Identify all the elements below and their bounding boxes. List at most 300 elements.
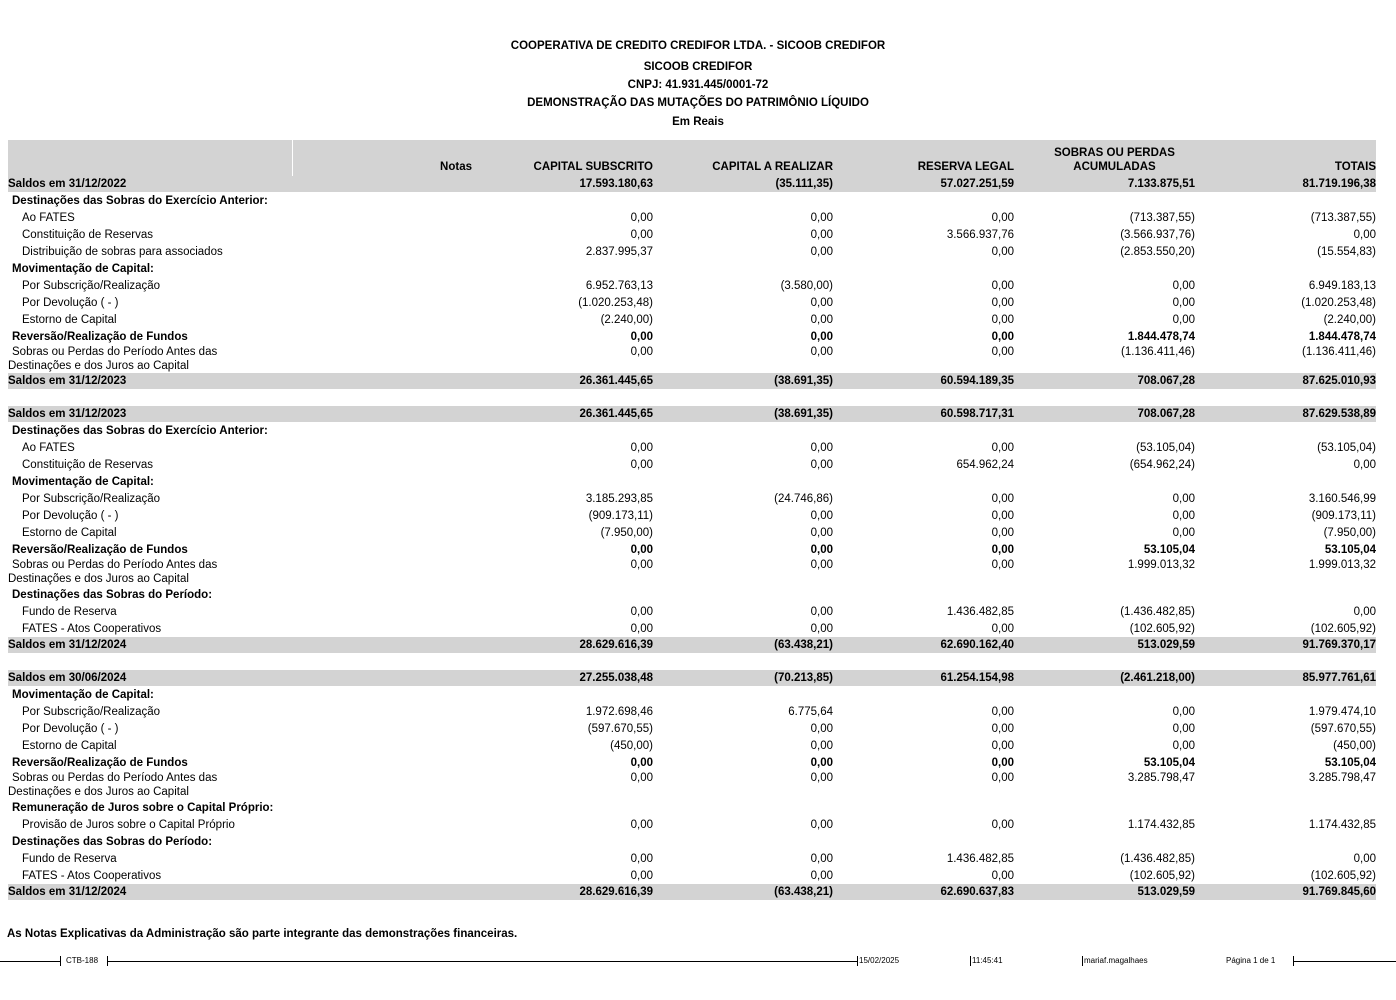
cell-capital-a-realizar: 0,00: [810, 313, 833, 326]
cell-sobras-perdas: [1014, 422, 1195, 439]
cell-notes: [292, 422, 472, 439]
cell-sobras-perdas: (102.605,92): [1129, 622, 1195, 635]
cell-capital-subscrito: 0,00: [630, 543, 653, 556]
cell-sobras-perdas: 0,00: [1172, 296, 1195, 309]
cell-sobras-perdas: [1014, 833, 1195, 850]
header-reserva-legal: RESERVA LEGAL: [833, 140, 1014, 176]
cell-capital-a-realizar: 0,00: [810, 458, 833, 471]
cell-capital-a-realizar: 0,00: [810, 739, 833, 752]
cell-capital-a-realizar: 0,00: [810, 605, 833, 618]
cell-reserva-legal: 0,00: [991, 313, 1014, 326]
section-row: [8, 260, 1376, 277]
cell-reserva-legal: [833, 422, 1014, 439]
cell-capital-a-realizar: 0,00: [810, 526, 833, 539]
row-label-line2: Destinações e dos Juros ao Capital: [8, 786, 189, 798]
cell-notes: [292, 737, 472, 754]
cell-totais: [1195, 686, 1376, 703]
cell-sobras-perdas: [1014, 260, 1195, 277]
row-label: Destinações das Sobras do Período:: [12, 835, 213, 848]
cell-reserva-legal: 0,00: [991, 211, 1014, 224]
cell-capital-subscrito: (7.950,00): [600, 526, 653, 539]
table-row: [8, 720, 1376, 737]
cell-sobras-perdas: 0,00: [1172, 279, 1195, 292]
cell-sobras-perdas: [1014, 473, 1195, 490]
cell-sobras-perdas: 0,00: [1172, 705, 1195, 718]
cell-capital-a-realizar: 0,00: [810, 852, 833, 865]
cell-totais: 1.174.432,85: [1308, 818, 1376, 831]
cell-sobras-perdas: [1014, 586, 1195, 603]
cell-notes: [292, 558, 472, 586]
cell-capital-subscrito: [472, 833, 653, 850]
cell-capital-subscrito: 0,00: [630, 756, 653, 769]
cell-totais: (450,00): [1333, 739, 1376, 752]
section-row: [8, 833, 1376, 850]
table-row: [8, 328, 1376, 345]
row-label: Destinações das Sobras do Período:: [12, 588, 213, 601]
table-row: [8, 456, 1376, 473]
cell-totais: 1.844.478,74: [1308, 330, 1376, 343]
cell-sobras-perdas: 53.105,04: [1143, 543, 1195, 556]
cell-totais: (7.950,00): [1323, 526, 1376, 539]
footer-tick: [1082, 956, 1083, 966]
cell-capital-subscrito: 0,00: [630, 330, 653, 343]
cell-totais: [1195, 833, 1376, 850]
cell-sobras-perdas: 7.133.875,51: [1014, 176, 1195, 192]
footer-tick: [60, 956, 61, 966]
cell-notes: [292, 754, 472, 771]
table-row: [8, 294, 1376, 311]
cell-reserva-legal: 0,00: [991, 559, 1014, 571]
cell-totais: (597.670,55): [1310, 722, 1376, 735]
cell-capital-subscrito: [472, 686, 653, 703]
cell-capital-subscrito: 0,00: [630, 869, 653, 882]
cell-capital-a-realizar: (63.438,21): [653, 637, 833, 653]
cell-capital-subscrito: (2.240,00): [600, 313, 653, 326]
cell-capital-a-realizar: 0,00: [810, 772, 833, 784]
footer-page: Página 1 de 1: [1226, 956, 1276, 965]
cell-capital-subscrito: 0,00: [630, 441, 653, 454]
row-label: Estorno de Capital: [22, 526, 117, 539]
cell-capital-subscrito: 0,00: [630, 228, 653, 241]
header-label-spacer: [8, 140, 292, 176]
cell-notes: [292, 311, 472, 328]
row-label-line2: Destinações e dos Juros ao Capital: [8, 360, 189, 372]
cell-capital-a-realizar: 0,00: [810, 228, 833, 241]
currency-note: Em Reais: [672, 116, 724, 128]
cell-sobras-perdas: [1014, 192, 1195, 209]
block-spacer: [8, 653, 1376, 670]
cell-notes: [292, 771, 472, 799]
row-label: Reversão/Realização de Fundos: [12, 756, 188, 769]
cell-reserva-legal: 60.594.189,35: [833, 373, 1014, 389]
cell-reserva-legal: 0,00: [991, 722, 1014, 735]
cell-capital-subscrito: [472, 422, 653, 439]
table-row: [8, 541, 1376, 558]
cell-capital-subscrito: [472, 586, 653, 603]
cell-totais: 53.105,04: [1324, 543, 1376, 556]
cell-capital-subscrito: 26.361.445,65: [472, 406, 653, 422]
cell-capital-subscrito: 28.629.616,39: [472, 884, 653, 900]
table-row: [8, 754, 1376, 771]
cell-capital-a-realizar: (3.580,00): [780, 279, 833, 292]
cell-capital-a-realizar: 0,00: [810, 296, 833, 309]
cell-notes: [292, 176, 472, 192]
cell-reserva-legal: 1.436.482,85: [946, 605, 1014, 618]
row-label: Saldos em 31/12/2022: [8, 176, 292, 192]
cell-totais: 85.977.761,61: [1195, 670, 1376, 686]
cell-notes: [292, 277, 472, 294]
cell-reserva-legal: [833, 833, 1014, 850]
row-label: Ao FATES: [22, 441, 75, 454]
cell-notes: [292, 507, 472, 524]
cell-capital-subscrito: 1.972.698,46: [585, 705, 653, 718]
cell-reserva-legal: 57.027.251,59: [833, 176, 1014, 192]
row-label-line1: Sobras ou Perdas do Período Antes das: [12, 559, 218, 571]
table-row: [8, 277, 1376, 294]
table-row: [8, 867, 1376, 884]
cell-capital-subscrito: [472, 192, 653, 209]
row-label: Saldos em 31/12/2023: [8, 373, 292, 389]
cell-totais: 91.769.845,60: [1195, 884, 1376, 900]
footer-rule: [107, 961, 857, 962]
cell-capital-subscrito: [472, 260, 653, 277]
table-row: [8, 439, 1376, 456]
cell-capital-a-realizar: 0,00: [810, 543, 833, 556]
cell-capital-subscrito: 0,00: [630, 852, 653, 865]
cell-totais: (53.105,04): [1317, 441, 1376, 454]
row-label: Por Subscrição/Realização: [22, 705, 161, 718]
footer-user: mariaf.magalhaes: [1084, 956, 1148, 965]
row-label: Fundo de Reserva: [22, 605, 117, 618]
row-label: Movimentação de Capital:: [12, 688, 154, 701]
cell-sobras-perdas: 0,00: [1172, 526, 1195, 539]
row-label: Por Devolução ( - ): [22, 296, 119, 309]
statement-title: DEMONSTRAÇÃO DAS MUTAÇÕES DO PATRIMÔNIO LÍQUIDO: [527, 97, 869, 109]
table-row: [8, 226, 1376, 243]
cell-notes: [292, 720, 472, 737]
cell-reserva-legal: 60.598.717,31: [833, 406, 1014, 422]
cell-totais: (102.605,92): [1310, 622, 1376, 635]
section-row: [8, 586, 1376, 603]
cell-sobras-perdas: 1.999.013,32: [1127, 559, 1195, 571]
cell-reserva-legal: 0,00: [991, 279, 1014, 292]
cell-capital-a-realizar: [653, 686, 833, 703]
section-row: [8, 799, 1376, 816]
table-body: [8, 176, 1376, 900]
cell-notes: [292, 373, 472, 389]
cell-totais: [1195, 422, 1376, 439]
row-label: Por Subscrição/Realização: [22, 492, 161, 505]
cell-notes: [292, 439, 472, 456]
cell-sobras-perdas: [1014, 799, 1195, 816]
footer-rule: [1293, 961, 1396, 962]
cell-capital-a-realizar: 0,00: [810, 622, 833, 635]
block-spacer-cell: [8, 653, 1376, 670]
cell-notes: [292, 226, 472, 243]
row-label: Estorno de Capital: [22, 739, 117, 752]
header-capital-a-realizar: CAPITAL A REALIZAR: [653, 140, 833, 176]
cell-capital-a-realizar: 0,00: [810, 441, 833, 454]
cell-capital-a-realizar: [653, 260, 833, 277]
row-label: Por Devolução ( - ): [22, 509, 119, 522]
row-label: Remuneração de Juros sobre o Capital Próprio:: [12, 801, 274, 814]
cell-capital-subscrito: 6.952.763,13: [585, 279, 653, 292]
cell-sobras-perdas: (713.387,55): [1129, 211, 1195, 224]
cell-capital-a-realizar: [653, 422, 833, 439]
table-row: [8, 558, 1376, 586]
cell-sobras-perdas: (1.436.482,85): [1120, 605, 1195, 618]
cell-capital-subscrito: 27.255.038,48: [472, 670, 653, 686]
cell-capital-a-realizar: 0,00: [810, 245, 833, 258]
cell-notes: [292, 833, 472, 850]
cell-capital-a-realizar: [653, 799, 833, 816]
cell-capital-subscrito: 0,00: [630, 818, 653, 831]
balance-row: [8, 637, 1376, 653]
cell-totais: [1195, 473, 1376, 490]
company-short-name: SICOOB CREDIFOR: [643, 61, 753, 73]
row-label: Ao FATES: [22, 211, 75, 224]
cell-notes: [292, 456, 472, 473]
row-label: Estorno de Capital: [22, 313, 117, 326]
footer-tick: [970, 956, 971, 966]
balance-row: [8, 670, 1376, 686]
cell-totais: 0,00: [1353, 228, 1376, 241]
row-label: Movimentação de Capital:: [12, 262, 154, 275]
row-label: [8, 771, 292, 799]
cell-capital-a-realizar: 6.775,64: [788, 705, 833, 718]
balance-row: [8, 406, 1376, 422]
cell-sobras-perdas: 1.174.432,85: [1127, 818, 1195, 831]
cell-sobras-perdas: [1014, 686, 1195, 703]
cell-sobras-perdas: (1.436.482,85): [1120, 852, 1195, 865]
balance-row: [8, 884, 1376, 900]
cell-reserva-legal: 62.690.637,83: [833, 884, 1014, 900]
table-row: [8, 311, 1376, 328]
cell-capital-subscrito: 0,00: [630, 458, 653, 471]
cell-capital-subscrito: 0,00: [630, 605, 653, 618]
cell-totais: 0,00: [1353, 458, 1376, 471]
cell-reserva-legal: 1.436.482,85: [946, 852, 1014, 865]
row-label: Saldos em 30/06/2024: [8, 670, 292, 686]
cell-notes: [292, 703, 472, 720]
row-label: FATES - Atos Cooperativos: [22, 622, 162, 635]
table-row: [8, 816, 1376, 833]
cell-notes: [292, 850, 472, 867]
cell-sobras-perdas: (2.853.550,20): [1120, 245, 1195, 258]
cell-sobras-perdas: 0,00: [1172, 313, 1195, 326]
cell-reserva-legal: [833, 586, 1014, 603]
balance-row: [8, 176, 1376, 192]
cell-sobras-perdas: (3.566.937,76): [1120, 228, 1195, 241]
cell-reserva-legal: [833, 799, 1014, 816]
header-notes: Notas: [292, 140, 472, 176]
row-label: Saldos em 31/12/2023: [8, 406, 292, 422]
cell-capital-a-realizar: 0,00: [810, 756, 833, 769]
row-label: Por Subscrição/Realização: [22, 279, 161, 292]
cell-totais: (713.387,55): [1310, 211, 1376, 224]
header-capital-subscrito: CAPITAL SUBSCRITO: [472, 140, 653, 176]
cell-reserva-legal: 62.690.162,40: [833, 637, 1014, 653]
cell-notes: [292, 867, 472, 884]
cell-capital-a-realizar: (24.746,86): [774, 492, 833, 505]
cell-reserva-legal: 0,00: [991, 818, 1014, 831]
row-label: Destinações das Sobras do Exercício Anterior:: [12, 194, 268, 207]
cell-capital-a-realizar: 0,00: [810, 346, 833, 358]
cell-reserva-legal: [833, 686, 1014, 703]
cell-reserva-legal: 654.962,24: [956, 458, 1014, 471]
cell-notes: [292, 192, 472, 209]
cell-sobras-perdas: 0,00: [1172, 492, 1195, 505]
table-header-row: [8, 140, 1376, 176]
cell-reserva-legal: 0,00: [991, 492, 1014, 505]
cell-notes: [292, 586, 472, 603]
cell-notes: [292, 541, 472, 558]
section-row: [8, 192, 1376, 209]
row-label: [8, 558, 292, 586]
cell-capital-a-realizar: 0,00: [810, 818, 833, 831]
footer-tick: [857, 956, 858, 966]
cell-capital-subscrito: 17.593.180,63: [472, 176, 653, 192]
cell-capital-a-realizar: [653, 192, 833, 209]
row-label: Reversão/Realização de Fundos: [12, 330, 188, 343]
cell-capital-subscrito: [472, 799, 653, 816]
report-footer: [0, 954, 1396, 968]
cell-capital-a-realizar: 0,00: [810, 559, 833, 571]
cell-notes: [292, 473, 472, 490]
cell-totais: (15.554,83): [1317, 245, 1376, 258]
cell-capital-a-realizar: 0,00: [810, 722, 833, 735]
cell-capital-a-realizar: (35.111,35): [653, 176, 833, 192]
table-row: [8, 524, 1376, 541]
row-label: Fundo de Reserva: [22, 852, 117, 865]
footer-report-code: CTB-188: [66, 956, 99, 965]
header-sobras-perdas: [1014, 140, 1195, 176]
cell-totais: (102.605,92): [1310, 869, 1376, 882]
cell-totais: 6.949.183,13: [1308, 279, 1376, 292]
company-name: COOPERATIVA DE CREDITO CREDIFOR LTDA. - SICOOB CREDIFOR: [510, 40, 886, 52]
cell-totais: 53.105,04: [1324, 756, 1376, 769]
cell-notes: [292, 209, 472, 226]
cell-totais: (909.173,11): [1311, 509, 1376, 522]
cell-sobras-perdas: (53.105,04): [1136, 441, 1195, 454]
cell-reserva-legal: 0,00: [991, 739, 1014, 752]
cell-notes: [292, 686, 472, 703]
balance-row: [8, 373, 1376, 389]
cell-capital-a-realizar: (38.691,35): [653, 406, 833, 422]
cell-sobras-perdas: 513.029,59: [1014, 884, 1195, 900]
section-row: [8, 686, 1376, 703]
cell-totais: (2.240,00): [1323, 313, 1376, 326]
header-totais: TOTAIS: [1195, 140, 1376, 176]
cell-reserva-legal: 0,00: [991, 543, 1014, 556]
cell-capital-subscrito: 0,00: [630, 346, 653, 358]
cell-capital-a-realizar: 0,00: [810, 211, 833, 224]
company-cnpj: CNPJ: 41.931.445/0001-72: [627, 79, 769, 91]
section-row: [8, 422, 1376, 439]
cell-notes: [292, 243, 472, 260]
row-label-line1: Sobras ou Perdas do Período Antes das: [12, 346, 218, 358]
cell-sobras-perdas: 708.067,28: [1014, 406, 1195, 422]
row-label: Destinações das Sobras do Exercício Anterior:: [12, 424, 268, 437]
cell-capital-subscrito: 3.185.293,85: [585, 492, 653, 505]
table-row: [8, 703, 1376, 720]
footer-date: 15/02/2025: [859, 956, 900, 965]
cell-totais: 1.979.474,10: [1308, 705, 1376, 718]
cell-reserva-legal: 0,00: [991, 705, 1014, 718]
row-label-line1: Sobras ou Perdas do Período Antes das: [12, 772, 218, 784]
cell-notes: [292, 799, 472, 816]
cell-capital-a-realizar: 0,00: [810, 509, 833, 522]
row-label: [8, 345, 292, 373]
section-row: [8, 473, 1376, 490]
row-label: Movimentação de Capital:: [12, 475, 154, 488]
cell-totais: 87.629.538,89: [1195, 406, 1376, 422]
cell-capital-subscrito: 26.361.445,65: [472, 373, 653, 389]
row-label: Saldos em 31/12/2024: [8, 637, 292, 653]
cell-reserva-legal: 0,00: [991, 756, 1014, 769]
cell-notes: [292, 260, 472, 277]
cell-capital-a-realizar: [653, 586, 833, 603]
cell-capital-subscrito: [472, 473, 653, 490]
cell-reserva-legal: [833, 192, 1014, 209]
table-row: [8, 620, 1376, 637]
cell-totais: 0,00: [1353, 605, 1376, 618]
row-label: Reversão/Realização de Fundos: [12, 543, 188, 556]
block-spacer: [8, 389, 1376, 406]
cell-sobras-perdas: 0,00: [1172, 722, 1195, 735]
table-row: [8, 209, 1376, 226]
cell-notes: [292, 490, 472, 507]
cell-totais: [1195, 799, 1376, 816]
cell-reserva-legal: [833, 473, 1014, 490]
cell-sobras-perdas: 1.844.478,74: [1127, 330, 1195, 343]
cell-reserva-legal: 0,00: [991, 869, 1014, 882]
cell-reserva-legal: 0,00: [991, 441, 1014, 454]
cell-sobras-perdas: 708.067,28: [1014, 373, 1195, 389]
cell-totais: [1195, 586, 1376, 603]
block-spacer-cell: [8, 389, 1376, 406]
cell-reserva-legal: [833, 260, 1014, 277]
cell-capital-subscrito: 0,00: [630, 772, 653, 784]
header-sobras-line1: SOBRAS OU PERDAS: [1054, 147, 1175, 159]
cell-totais: (1.020.253,48): [1301, 296, 1376, 309]
row-label: Por Devolução ( - ): [22, 722, 119, 735]
cell-capital-subscrito: 2.837.995,37: [585, 245, 653, 258]
cell-notes: [292, 620, 472, 637]
cell-notes: [292, 328, 472, 345]
cell-capital-subscrito: (1.020.253,48): [578, 296, 653, 309]
cell-totais: 91.769.370,17: [1195, 637, 1376, 653]
cell-sobras-perdas: (2.461.218,00): [1014, 670, 1195, 686]
cell-capital-subscrito: (597.670,55): [587, 722, 653, 735]
cell-notes: [292, 603, 472, 620]
cell-capital-a-realizar: 0,00: [810, 330, 833, 343]
header-sobras-line2: ACUMULADAS: [1073, 161, 1156, 173]
cell-capital-subscrito: 0,00: [630, 211, 653, 224]
cell-sobras-perdas: (654.962,24): [1129, 458, 1195, 471]
table-row: [8, 345, 1376, 373]
cell-reserva-legal: 0,00: [991, 330, 1014, 343]
row-label: Saldos em 31/12/2024: [8, 884, 292, 900]
cell-capital-a-realizar: (63.438,21): [653, 884, 833, 900]
cell-sobras-perdas: 3.285.798,47: [1127, 772, 1195, 784]
cell-sobras-perdas: (1.136.411,46): [1121, 346, 1195, 358]
cell-notes: [292, 637, 472, 653]
cell-notes: [292, 294, 472, 311]
cell-totais: [1195, 260, 1376, 277]
cell-notes: [292, 816, 472, 833]
cell-sobras-perdas: (102.605,92): [1129, 869, 1195, 882]
